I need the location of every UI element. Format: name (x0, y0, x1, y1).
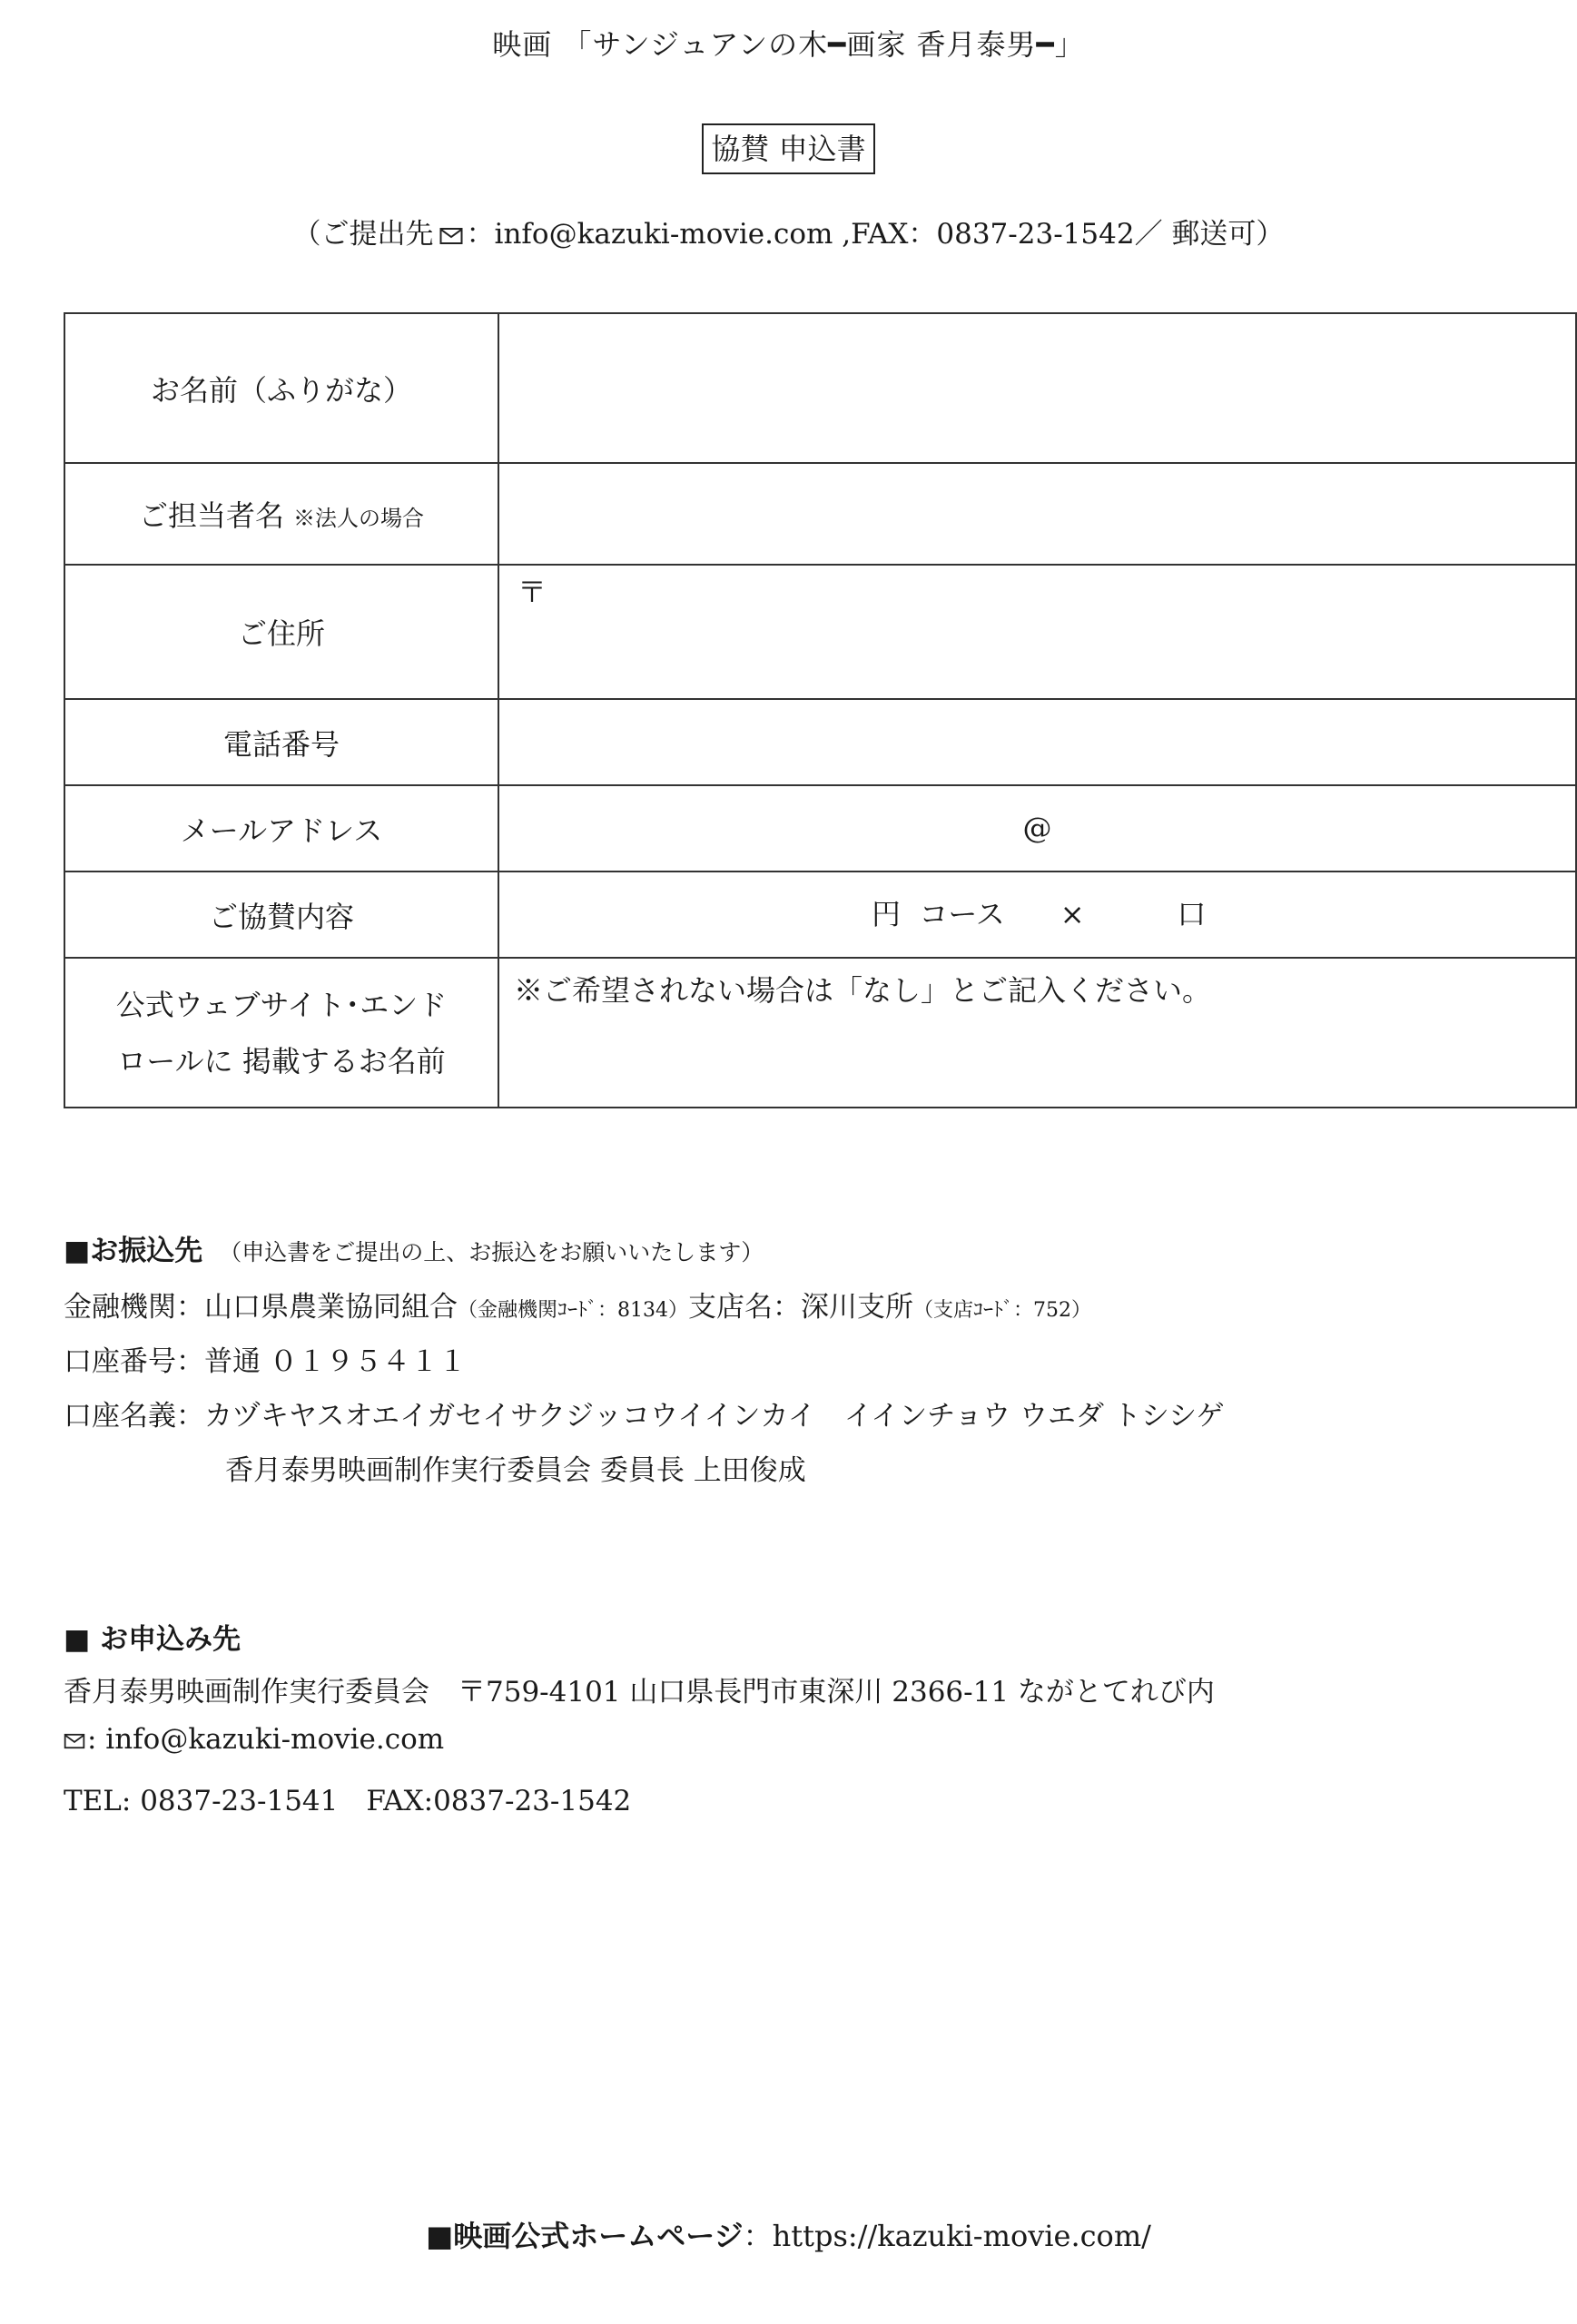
branch-code: （支店ｺｰﾄﾞ：752） (913, 1299, 1091, 1322)
phone-field[interactable] (498, 699, 1576, 785)
branch-label: 支店名：深川支所 (688, 1291, 913, 1324)
apply-email: : info@kazuki-movie.com (87, 1723, 445, 1756)
account-name-kanji: 香月泰男映画制作実行委員会 委員長 上田俊成 (225, 1454, 806, 1487)
bank-code: （金融機関ｺｰﾄﾞ：8134） (458, 1299, 688, 1322)
publish-label-line-2: ロールに 掲載するお名前 (117, 1043, 446, 1078)
transfer-heading-note: （申込書をご提出の上、お振込をお願いいたします） (219, 1239, 764, 1265)
sponsorship-label: ご協賛内容 (64, 872, 498, 958)
transfer-heading: ■お振込先 (64, 1235, 203, 1267)
form-row-contact (64, 463, 1576, 565)
application-form-table (64, 312, 1577, 1108)
contact-label: ご担当者名 (138, 498, 284, 533)
address-label: ご住所 (64, 565, 498, 699)
contact-field[interactable] (498, 463, 1576, 565)
sponsorship-course: コース (919, 897, 1005, 931)
submission-details: ：info@kazuki-movie.com ,FAX：0837-23-1542／ 郵送可） (466, 218, 1285, 251)
account-number: 口座番号：普通 ０１９５４１１ (64, 1345, 467, 1378)
form-row-address (64, 565, 1576, 699)
form-row-phone (64, 699, 1576, 785)
publish-label-line-1: 公式ウェブサイト･エンド (115, 987, 448, 1022)
form-row-email (64, 785, 1576, 872)
official-homepage-line (0, 2213, 1577, 2255)
contact-note: ※法人の場合 (293, 506, 424, 531)
apply-org-address: 香月泰男映画制作実行委員会 〒759-4101 山口県長門市東深川 2366-11 ながとてれび内 (64, 1676, 1215, 1709)
publish-name-note: ※ご希望されない場合は「なし」とご記入ください。 (514, 973, 1212, 1008)
bank-info-line (64, 1284, 1091, 1324)
contact-label-cell (64, 463, 498, 565)
sponsorship-yen: 円 (872, 897, 902, 931)
movie-title: 映画 「サンジュアンの木━画家 香月泰男━」 (492, 27, 1085, 62)
form-title-box (0, 123, 1577, 174)
address-field[interactable] (498, 565, 1576, 699)
sponsorship-course-line (499, 872, 1575, 956)
homepage-url[interactable]: ：https://kazuki-movie.com/ (743, 2219, 1151, 2253)
transfer-heading-line (64, 1227, 764, 1268)
postal-mark: 〒 (517, 575, 547, 609)
account-name-kana: 口座名義：カヅキヤスオエイガセイサクジッコウイインカイ イインチョウ ウエダ トシシゲ (64, 1400, 1225, 1433)
publish-name-label (64, 958, 498, 1108)
form-title: 協賛 申込書 (702, 123, 874, 174)
bank-label: 金融機関：山口県農業協同組合 (64, 1291, 458, 1324)
submission-prefix: （ご提出先 (292, 218, 434, 251)
email-label: メールアドレス (64, 785, 498, 872)
form-row-sponsorship (64, 872, 1576, 958)
submission-info (0, 211, 1577, 251)
name-field[interactable] (498, 313, 1576, 463)
form-row-publish-name (64, 958, 1576, 1108)
email-field[interactable] (498, 785, 1576, 872)
name-label: お名前（ふりがな） (64, 313, 498, 463)
envelope-icon (439, 227, 463, 245)
sponsorship-units: 口 (1177, 897, 1207, 931)
envelope-icon (64, 1733, 85, 1749)
sponsorship-field[interactable] (498, 872, 1576, 958)
apply-heading: ■ お申込み先 (64, 1623, 241, 1656)
homepage-label: ■映画公式ホームページ (426, 2219, 744, 2253)
apply-tel-fax: TEL: 0837-23-1541 FAX:0837-23-1542 (64, 1785, 632, 1817)
form-row-name (64, 313, 1576, 463)
phone-label: 電話番号 (64, 699, 498, 785)
publish-name-field[interactable] (498, 958, 1576, 1108)
apply-email-line (64, 1723, 444, 1756)
email-at-sign: @ (1022, 811, 1052, 845)
sponsorship-times: × (1060, 897, 1085, 931)
